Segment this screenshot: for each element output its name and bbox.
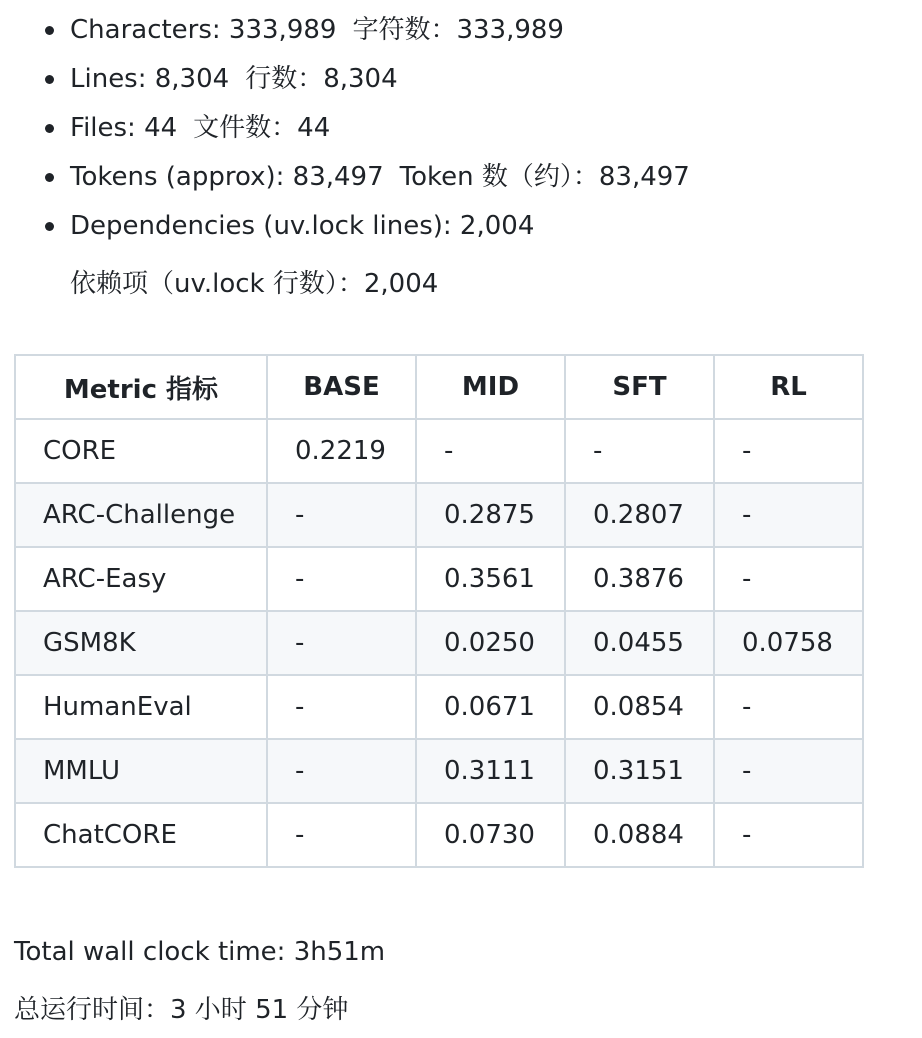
table-cell: - — [714, 483, 863, 547]
table-row — [15, 483, 863, 547]
stat-dependencies-en: Dependencies (uv.lock lines): 2,004 — [70, 211, 535, 241]
table-cell: 0.2807 — [565, 483, 714, 547]
table-cell: - — [267, 739, 416, 803]
table-cell: ARC-Challenge — [15, 483, 267, 547]
table-cell: CORE — [15, 419, 267, 483]
table-cell: 0.3111 — [416, 739, 565, 803]
table-cell: 0.0730 — [416, 803, 565, 867]
stat-tokens — [70, 161, 690, 193]
total-time-zh: 总运行时间：3 小时 51 分钟 — [14, 995, 349, 1025]
header-sft: SFT — [565, 355, 714, 419]
table-row — [15, 675, 863, 739]
stat-tokens-zh: Token 数（约）：83,497 — [399, 162, 690, 192]
table-cell: - — [267, 483, 416, 547]
stat-characters — [70, 14, 564, 46]
table-cell: 0.0884 — [565, 803, 714, 867]
metrics-table — [14, 354, 864, 868]
total-time-en: Total wall clock time: 3h51m — [14, 937, 386, 967]
stat-lines-en: Lines: 8,304 — [70, 64, 230, 94]
table-cell: 0.3151 — [565, 739, 714, 803]
header-rl: RL — [714, 355, 863, 419]
table-row — [15, 547, 863, 611]
header-metric: Metric 指标 — [15, 355, 267, 419]
table-cell: - — [714, 739, 863, 803]
header-base: BASE — [267, 355, 416, 419]
header-mid: MID — [416, 355, 565, 419]
table-cell: 0.0671 — [416, 675, 565, 739]
table-cell: 0.3561 — [416, 547, 565, 611]
table-cell: 0.0854 — [565, 675, 714, 739]
table-row — [15, 739, 863, 803]
table-cell: 0.2875 — [416, 483, 565, 547]
table-cell: MMLU — [15, 739, 267, 803]
stat-characters-en: Characters: 333,989 — [70, 15, 337, 45]
table-cell: - — [267, 547, 416, 611]
table-cell: - — [416, 419, 565, 483]
table-cell: ARC-Easy — [15, 547, 267, 611]
table-row — [15, 419, 863, 483]
stat-files-zh: 文件数：44 — [193, 113, 331, 143]
table-cell: 0.3876 — [565, 547, 714, 611]
stat-characters-zh: 字符数：333,989 — [352, 15, 564, 45]
table-cell: ChatCORE — [15, 803, 267, 867]
stat-dependencies — [70, 210, 534, 242]
table-cell: - — [267, 675, 416, 739]
table-cell: - — [714, 419, 863, 483]
stat-dependencies-zh-line — [70, 268, 438, 300]
stat-dependencies-zh: 依赖项（uv.lock 行数）：2,004 — [70, 269, 439, 299]
table-cell: - — [267, 803, 416, 867]
table-cell: GSM8K — [15, 611, 267, 675]
table-row — [15, 803, 863, 867]
table-cell: - — [714, 547, 863, 611]
table-cell: - — [565, 419, 714, 483]
table-cell: - — [714, 803, 863, 867]
table-cell: 0.0758 — [714, 611, 863, 675]
table-cell: 0.0250 — [416, 611, 565, 675]
table-header-row — [15, 355, 863, 419]
table-cell: HumanEval — [15, 675, 267, 739]
stat-tokens-en: Tokens (approx): 83,497 — [70, 162, 384, 192]
stat-files — [70, 112, 330, 144]
table-cell: - — [714, 675, 863, 739]
stat-lines-zh: 行数：8,304 — [245, 64, 398, 94]
table-row — [15, 611, 863, 675]
table-cell: 0.2219 — [267, 419, 416, 483]
stat-lines — [70, 63, 398, 95]
table-cell: 0.0455 — [565, 611, 714, 675]
table-cell: - — [267, 611, 416, 675]
stat-files-en: Files: 44 — [70, 113, 178, 143]
